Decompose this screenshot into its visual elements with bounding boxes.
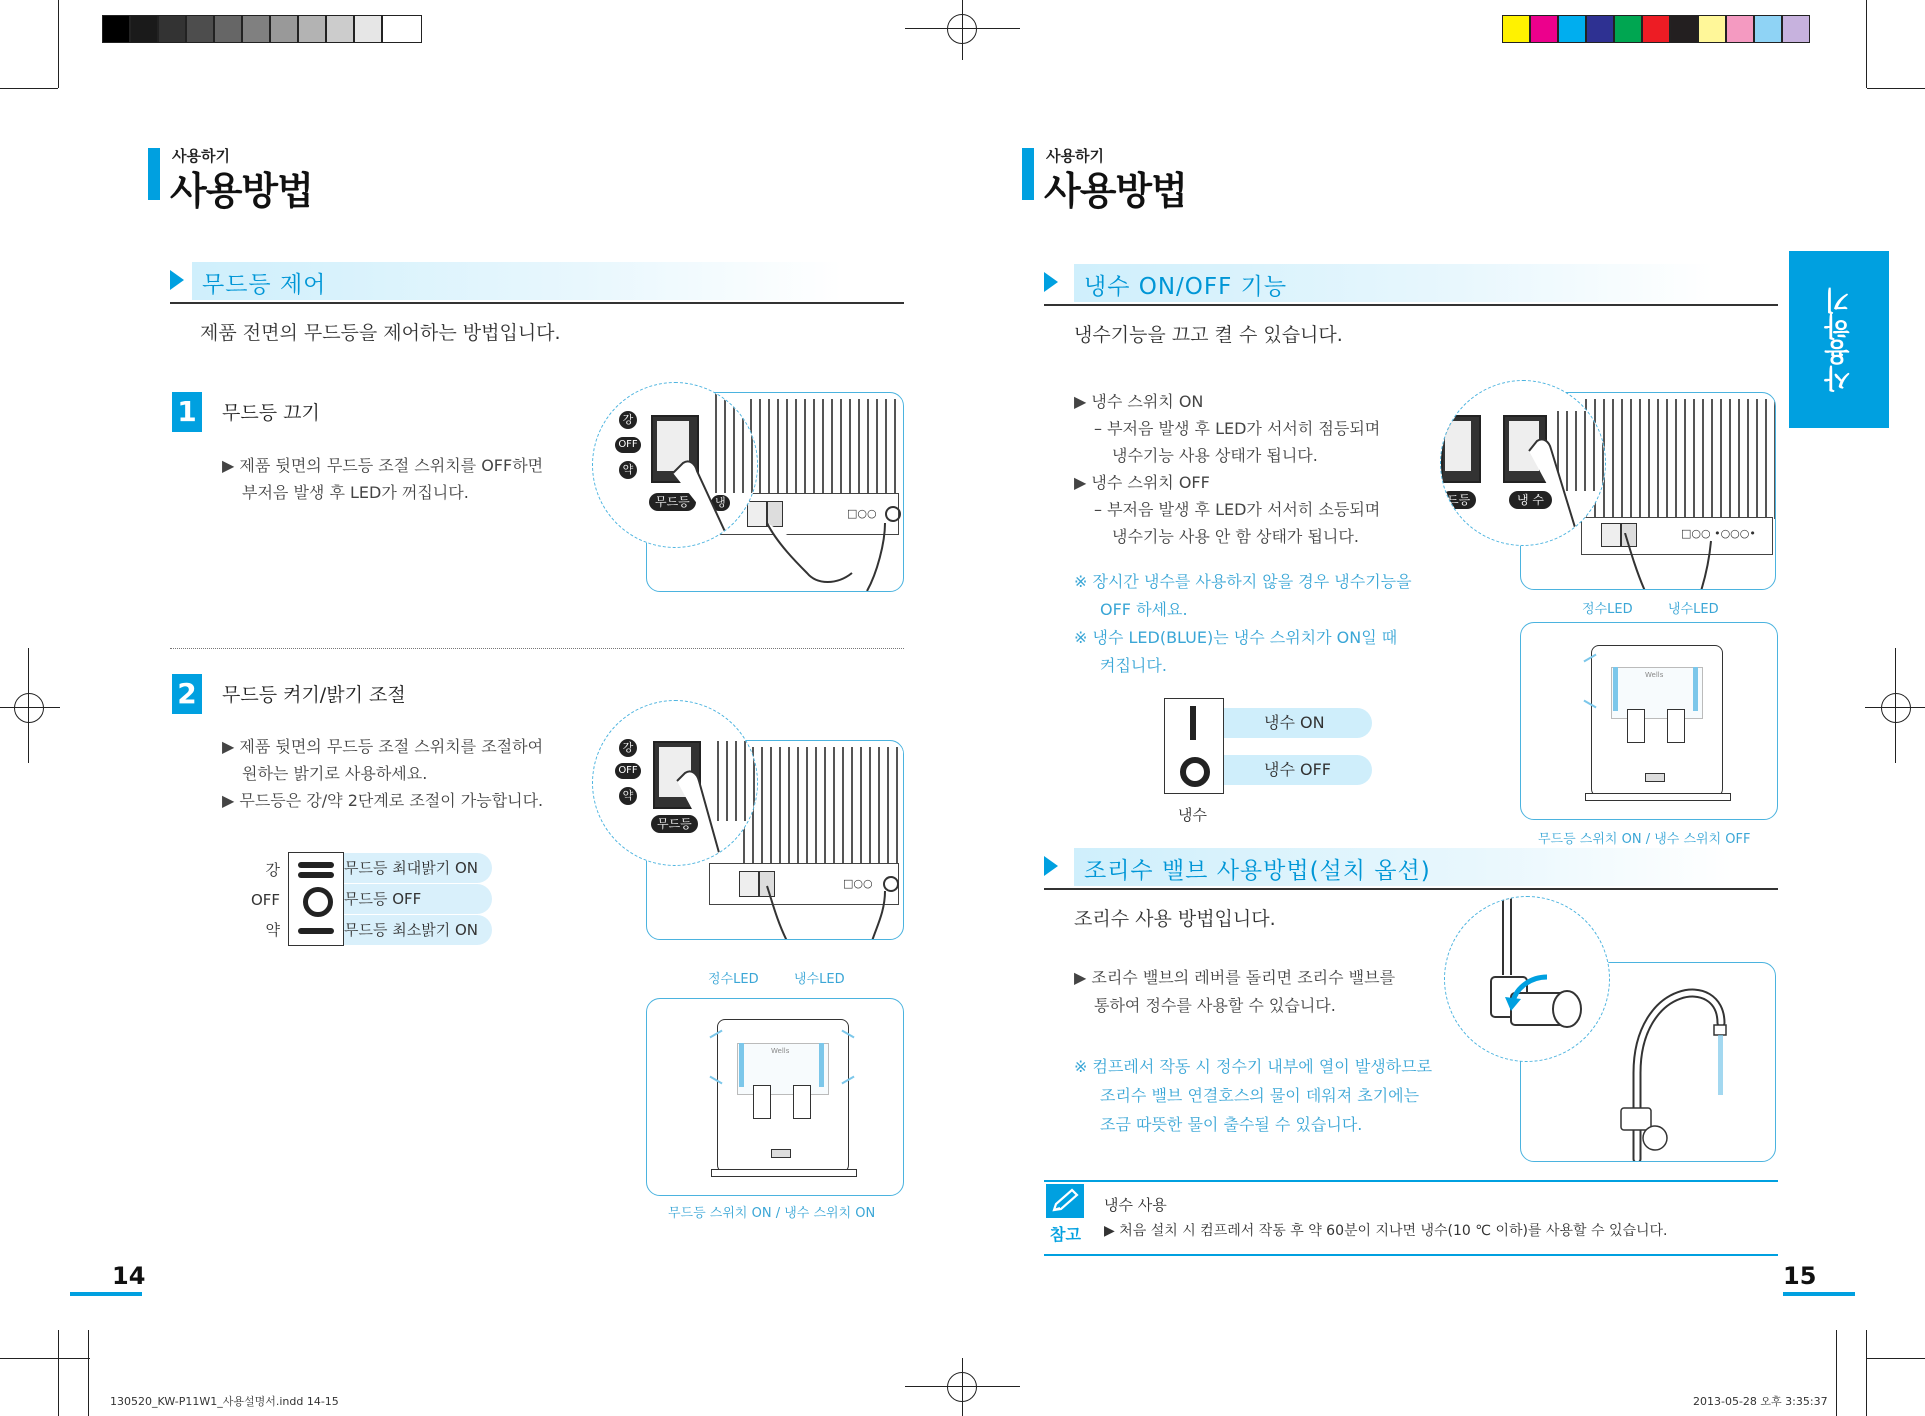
section-description: 조리수 사용 방법입니다. xyxy=(1074,908,1276,930)
switch-label-strong: 강 xyxy=(265,861,280,879)
triangle-bullet-icon xyxy=(170,270,184,290)
cold-water-notes: ※ 장시간 냉수를 사용하지 않을 경우 냉수기능을 OFF 하세요. ※ 냉수 LED(BLUE)는 냉수 스위치가 ON일 때 켜집니다. xyxy=(1074,572,1412,675)
category-accent-bar xyxy=(148,148,160,200)
switch-label-weak: 약 xyxy=(265,921,280,939)
step-number: 1 xyxy=(172,392,202,432)
note-bottom-rule xyxy=(1044,1254,1778,1256)
section-title: 무드등 제어 xyxy=(202,272,327,298)
led-label-purified: 정수LED xyxy=(1582,602,1633,617)
cold-water-instructions: ▶ 냉수 스위치 ON – 부저음 발생 후 LED가 서서히 점등되며 냉수기능 사용 상태가 됩니다. ▶ 냉수 스위치 OFF – 부저음 발생 후 LED가 서서히 소등되며 냉수기능 사용 안 함 상태가 됩니다. xyxy=(1074,392,1381,546)
switch-zoom-circle: 강 OFF 약 무드등 냉 xyxy=(592,382,758,548)
triangle-bullet-icon xyxy=(1044,272,1058,292)
valve-zoom-circle xyxy=(1444,896,1610,1062)
note-pencil-icon xyxy=(1046,1184,1084,1218)
off-circle-icon xyxy=(1180,757,1210,787)
section-header xyxy=(1044,848,1778,890)
section-description: 냉수기능을 끄고 켤 수 있습니다. xyxy=(1074,324,1343,346)
note-top-rule xyxy=(1044,1180,1778,1182)
section-title: 냉수 ON/OFF 기능 xyxy=(1084,274,1288,300)
switch-caption: 냉수 xyxy=(1178,806,1207,824)
note-title: 냉수 사용 xyxy=(1104,1196,1167,1214)
page-number-bar xyxy=(70,1292,142,1296)
footer-timestamp: 2013-05-28 오후 3:35:37 xyxy=(1693,1395,1828,1408)
cold-on-label: 냉수 ON xyxy=(1172,708,1372,738)
front-water-purifier-illustration: Wells xyxy=(1520,622,1778,820)
page-number-bar xyxy=(1783,1292,1855,1296)
on-bar-icon xyxy=(1190,706,1196,740)
cold-off-label: 냉수 OFF xyxy=(1172,755,1372,785)
category-label: 사용하기 xyxy=(172,147,230,165)
illustration-caption: 무드등 스위치 ON / 냉수 스위치 OFF xyxy=(1538,832,1751,847)
category-label: 사용하기 xyxy=(1046,147,1104,165)
section-title: 조리수 밸브 사용방법(설치 옵션) xyxy=(1084,858,1431,884)
section-header xyxy=(170,262,904,304)
valve-notes: ※ 컴프레서 작동 시 정수기 내부에 열이 발생하므로 조리수 밸브 연결호스의 물이 데워져 초기에는 조금 따뜻한 물이 출수될 수 있습니다. xyxy=(1074,1057,1433,1134)
led-label-purified: 정수LED xyxy=(708,972,759,987)
valve-instructions: ▶ 조리수 밸브의 레버를 돌리면 조리수 밸브를 통하여 정수를 사용할 수 있습니다. xyxy=(1074,968,1396,1015)
switch-desc-weak: 무드등 최소밝기 ON xyxy=(344,915,492,945)
rear-panel-illustration: □○○ xyxy=(646,740,904,940)
section-divider xyxy=(170,648,904,649)
step-instruction: ▶ 제품 뒷면의 무드등 조절 스위치를 조절하여 원하는 밝기로 사용하세요. ▶ 무드등은 강/약 2단계로 조절이 가능합니다. xyxy=(222,737,544,810)
triangle-bullet-icon xyxy=(1044,856,1058,876)
illustration-caption: 무드등 스위치 ON / 냉수 스위치 ON xyxy=(668,1206,876,1221)
step-title: 무드등 끄기 xyxy=(222,402,320,424)
side-chapter-tab[interactable]: 사용하기 xyxy=(1789,251,1889,428)
page-title: 사용방법 xyxy=(170,169,313,213)
switch-label-off: OFF xyxy=(250,891,280,909)
step-title: 무드등 켜기/밝기 조절 xyxy=(222,684,406,706)
note-text: ▶ 처음 설치 시 컴프레서 작동 후 약 60분이 지나면 냉수(10 ℃ 이하)를 사용할 수 있습니다. xyxy=(1104,1223,1668,1239)
page-number: 15 xyxy=(1783,1262,1817,1290)
footer-filename: 130520_KW-P11W1_사용설명서.indd 14-15 xyxy=(110,1395,339,1408)
off-circle-icon xyxy=(303,887,333,917)
switch-desc-off: 무드등 OFF xyxy=(344,884,492,914)
rear-panel-illustration: □○○ xyxy=(646,392,904,592)
led-label-cold: 냉수LED xyxy=(794,972,845,987)
rear-panel-illustration: □○○ •○○○• xyxy=(1520,392,1776,590)
switch-zoom-circle: 드등 냉 수 xyxy=(1440,380,1606,546)
page-number: 14 xyxy=(112,1262,146,1290)
front-water-purifier-illustration: Wells xyxy=(646,998,904,1196)
note-label: 참고 xyxy=(1050,1225,1081,1244)
step-instruction: ▶ 제품 뒷면의 무드등 조절 스위치를 OFF하면 부저음 발생 후 LED가 꺼집니다. xyxy=(222,456,544,502)
page-title: 사용방법 xyxy=(1044,169,1187,213)
section-header xyxy=(1044,264,1778,306)
section-description: 제품 전면의 무드등을 제어하는 방법입니다. xyxy=(200,322,561,344)
step-number: 2 xyxy=(172,674,202,714)
category-accent-bar xyxy=(1022,148,1034,200)
led-label-cold: 냉수LED xyxy=(1668,602,1719,617)
switch-zoom-circle: 강 OFF 약 무드등 xyxy=(592,700,758,866)
switch-desc-strong: 무드등 최대밝기 ON xyxy=(344,853,492,883)
